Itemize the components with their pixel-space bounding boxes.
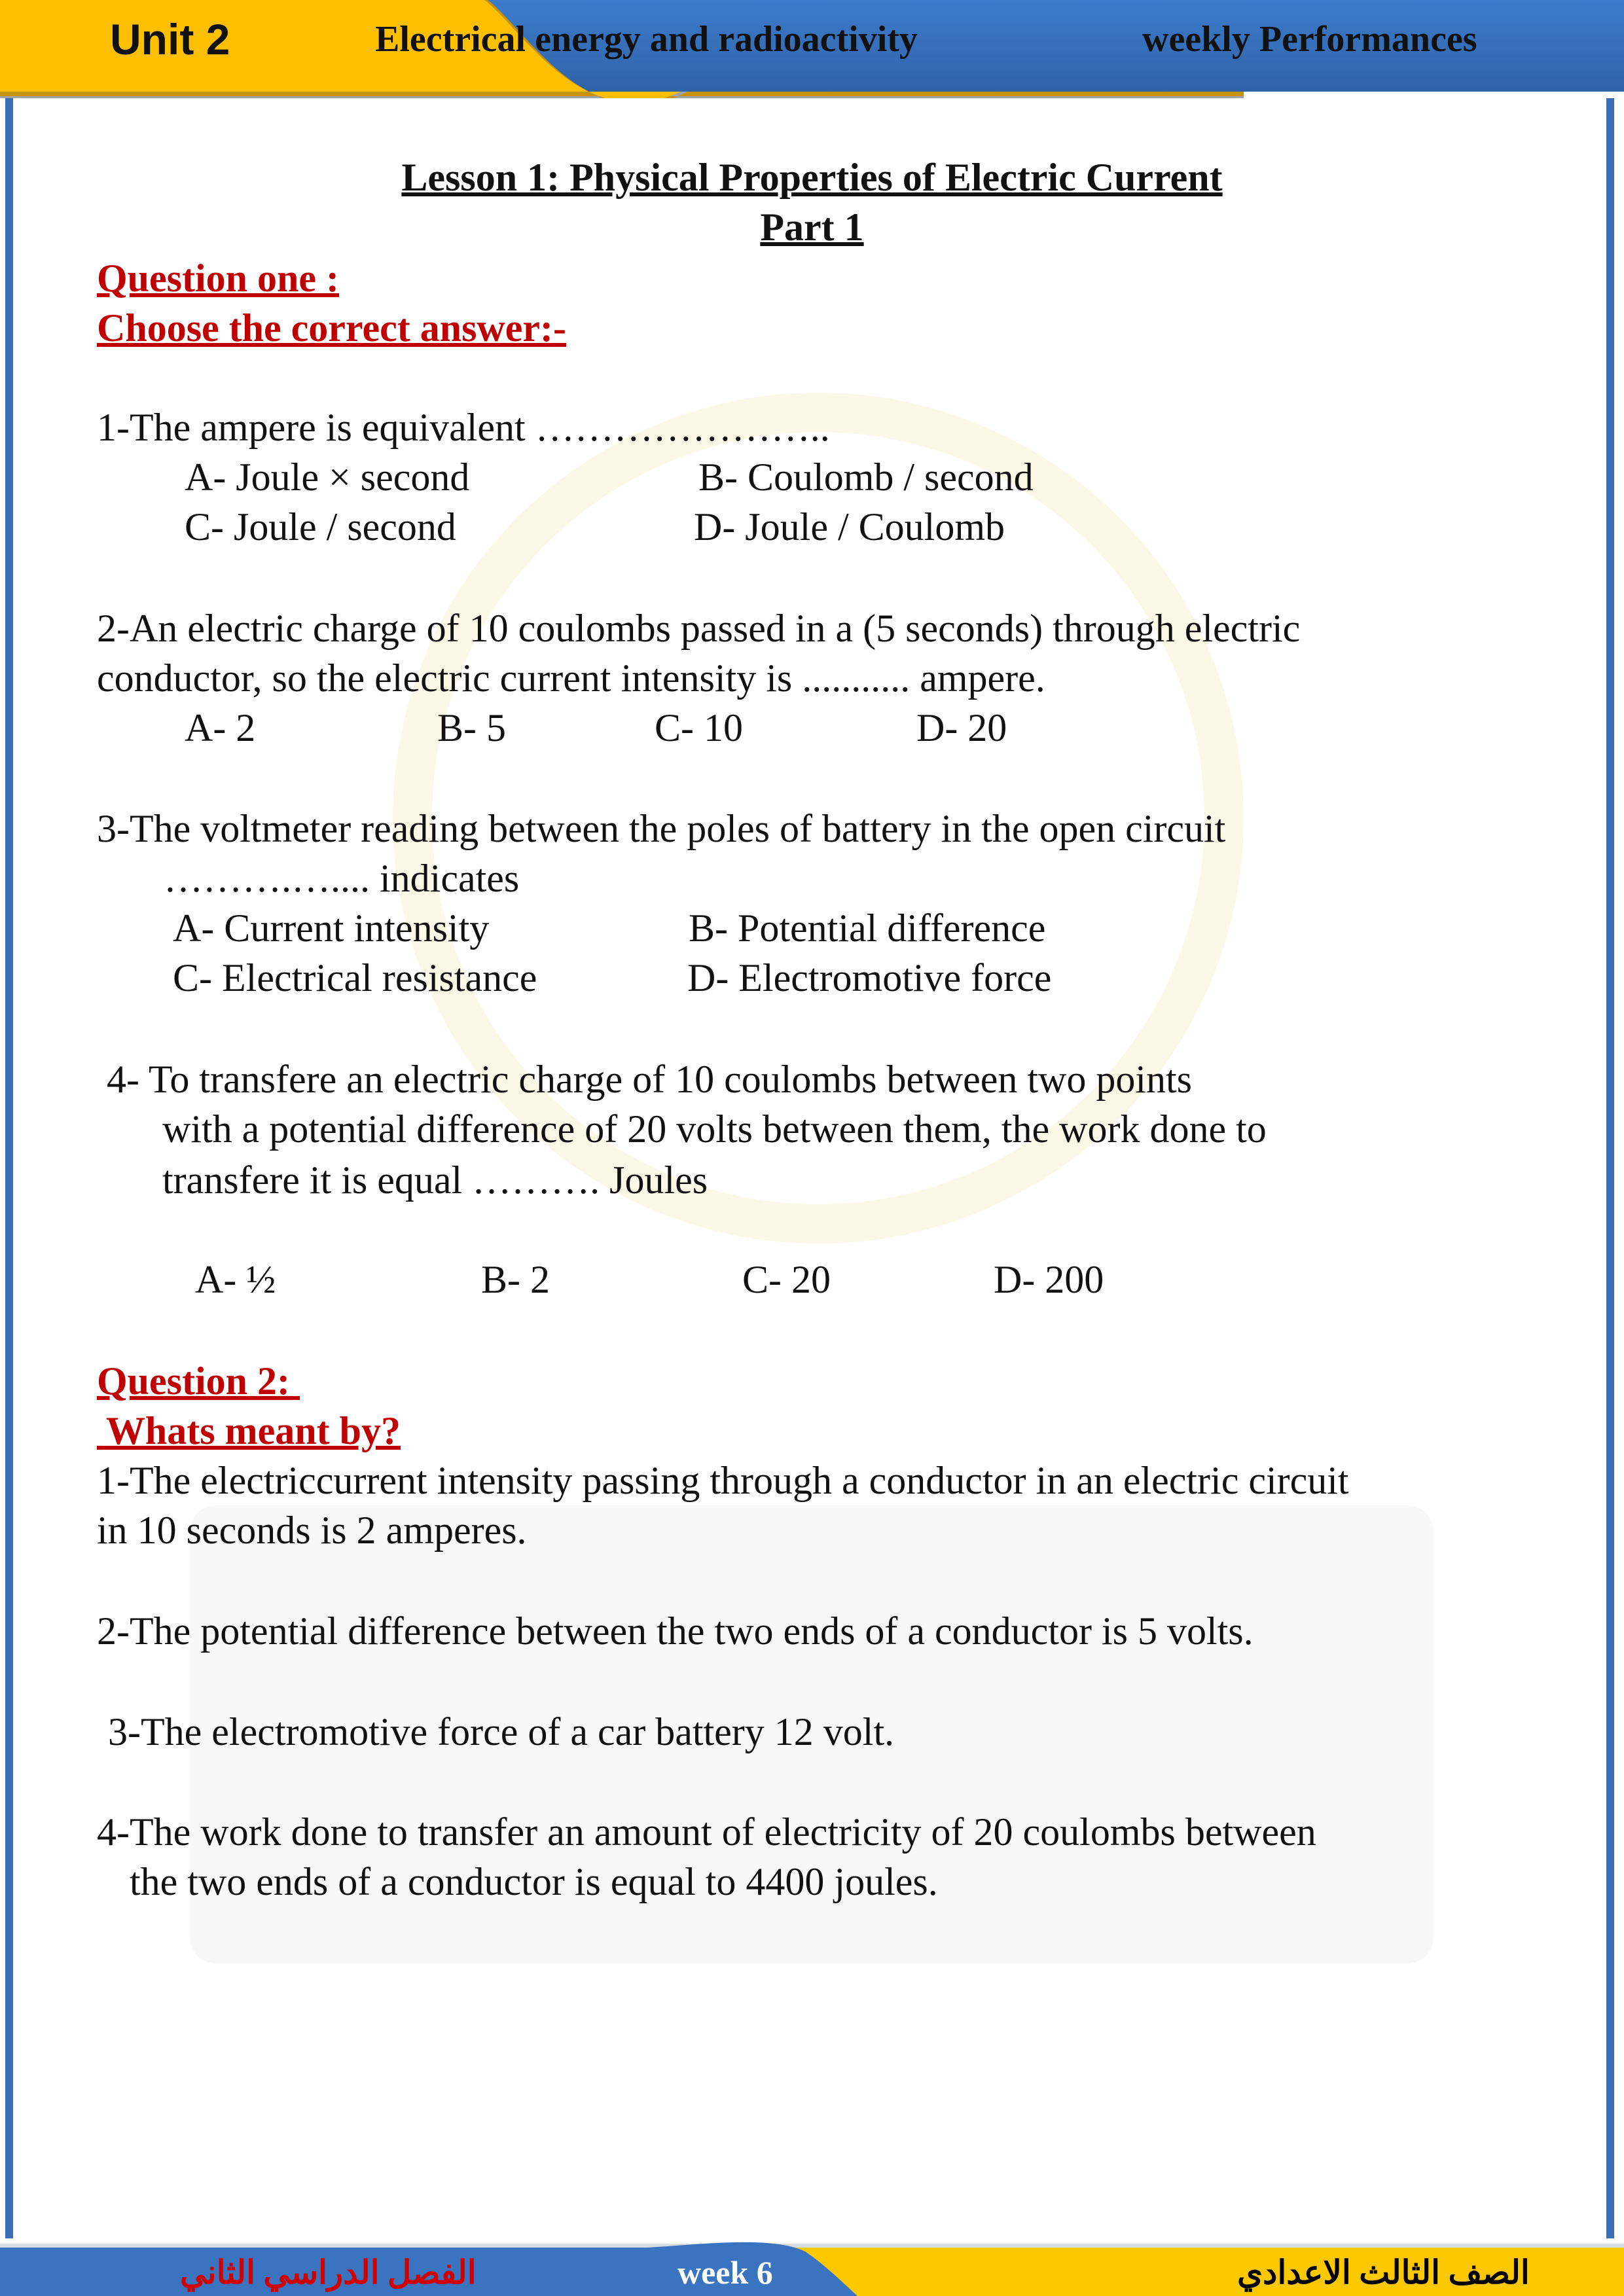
option-a: A- Joule × second	[185, 456, 470, 499]
week-label: week 6	[677, 2254, 773, 2291]
definition-item: 4-The work done to transfer an amount of electricity of 20 coulombs between	[97, 1810, 1316, 1854]
definition-item: in 10 seconds is 2 amperes.	[97, 1509, 527, 1552]
semester-label: الفصل الدراسي الثاني	[180, 2254, 477, 2291]
page-header	[0, 0, 1624, 98]
question-text: 3-The voltmeter reading between the poles of battery in the open circuit	[97, 807, 1226, 850]
question-one-heading: Question one :	[97, 257, 340, 300]
question-one-instruction: Choose the correct answer:-	[97, 306, 566, 350]
question-two-instruction: Whats meant by?	[97, 1409, 401, 1452]
right-border	[1606, 98, 1614, 2238]
option-c: C- Joule / second	[185, 505, 456, 548]
question-text: 1-The ampere is equivalent …………………..	[97, 406, 830, 449]
option-a: A- Current intensity	[173, 906, 490, 950]
question-text: with a potential difference of 20 volts between them, the work done to	[162, 1107, 1267, 1151]
definition-item: the two ends of a conductor is equal to 4400 joules.	[130, 1860, 938, 1903]
option-b: B- 5	[437, 706, 506, 749]
definition-item: 3-The electromotive force of a car battery 12 volt.	[108, 1710, 895, 1753]
unit-label: Unit 2	[110, 15, 230, 63]
option-c: C- 20	[742, 1258, 831, 1301]
option-d: D- Joule / Coulomb	[694, 505, 1005, 548]
option-c: C- Electrical resistance	[173, 956, 537, 999]
question-two-heading: Question 2:	[97, 1359, 300, 1403]
option-b: B- Coulomb / second	[698, 456, 1034, 499]
question-text: 2-An electric charge of 10 coulombs passed in a (5 seconds) through electric	[97, 607, 1301, 650]
page-footer	[0, 2238, 1624, 2296]
option-d: D- Electromotive force	[687, 956, 1052, 999]
definition-item: 2-The potential difference between the two ends of a conductor is 5 volts.	[97, 1609, 1254, 1653]
option-a: A- 2	[185, 706, 256, 749]
question-text: transfere it is equal ………. Joules	[162, 1158, 708, 1202]
lesson-title: Lesson 1: Physical Properties of Electric Current	[401, 156, 1223, 199]
lesson-part: Part 1	[760, 206, 864, 249]
question-text: 4- To transfere an electric charge of 10 coulombs between two points	[107, 1058, 1193, 1101]
option-d: D- 20	[916, 706, 1007, 749]
series-title: weekly Performances	[1142, 19, 1477, 60]
grade-label: الصف الثالث الاعدادي	[1237, 2254, 1530, 2291]
option-b: B- Potential difference	[689, 906, 1046, 950]
definition-item: 1-The electriccurrent intensity passing through a conductor in an electric circuit	[97, 1459, 1349, 1502]
subject-title: Electrical energy and radioactivity	[375, 19, 918, 60]
option-c: C- 10	[655, 706, 743, 749]
option-a: A- ½	[195, 1258, 276, 1301]
option-b: B- 2	[481, 1258, 550, 1301]
question-text: conductor, so the electric current intensity is ........... ampere.	[97, 656, 1045, 700]
left-border	[5, 98, 13, 2238]
option-d: D- 200	[994, 1258, 1104, 1301]
question-text: ……….….... indicates	[164, 857, 520, 900]
